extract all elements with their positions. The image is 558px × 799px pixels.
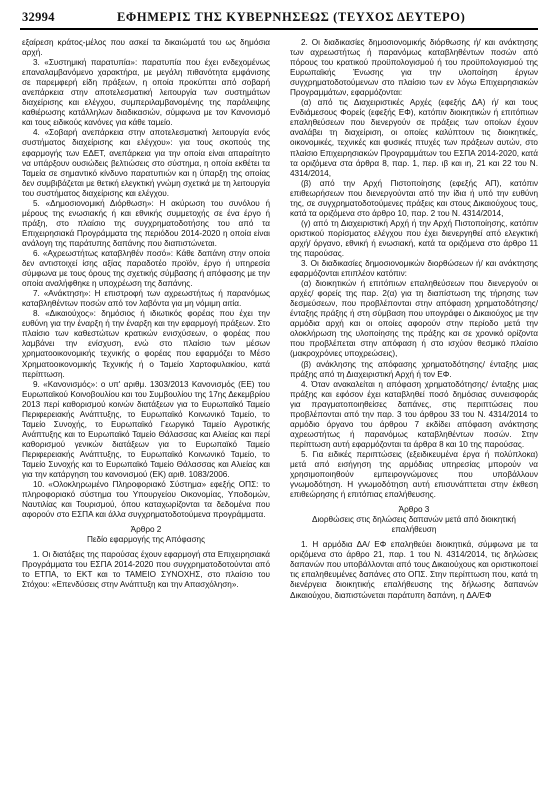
article-3-title: Άρθρο 3 xyxy=(398,505,430,515)
paragraph: (β) από την Αρχή Πιστοποίησης (εφεξής ΑΠ), κατόπιν επιθεωρήσεων που διενεργούνται από την ίδια ή υπό την ευθύνη της, σε συγχρηματοδοτούμενες πράξεις και στους Δικαιούχους τους, κατά τα οριζόμενα στο άρθρο 10, παρ. 2 του Ν. 4314/2014, xyxy=(290,178,538,218)
paragraph: 9. «Κανονισμός»: ο υπ' αριθμ. 1303/2013 Κανονισμός (ΕΕ) του Ευρωπαϊκού Κοινοβουλίου και του Συμβουλίου της 17ης Δεκεμβρίου 2013 περί καθορισμού κοινών διατάξεων για το Ευρωπαϊκό Ταμείο Περιφερειακής Ανάπτυξης, το Ευρωπαϊκό Κοινωνικό Ταμείο, το Ταμείο Συνοχής, το Ευρωπαϊκό Γεωργικό Ταμείο Αγροτικής Ανάπτυξης και το Ευρωπαϊκό Ταμείο Θάλασσας και Αλιείας και περί καθορισμού γενικών διατάξεων για το Ευρωπαϊκό Ταμείο Περιφερειακής Ανάπτυξης, το Ευρωπαϊκό Κοινωνικό Ταμείο, το Ταμείο Συνοχής και το Ευρωπαϊκό Ταμείο Θάλασσας και Αλιείας και για την κατάργηση του κανονισμού (ΕΚ) αριθ. 1083/2006. xyxy=(22,379,270,480)
paragraph: 2. Οι διαδικασίες δημοσιονομικής διόρθωσης ή/ και ανάκτησης των αχρεωστήτως ή παρανόμως καταβληθέντων ποσών από πόρους του κρατικού προϋπολογισμού ή του προϋπολογισμού της Ευρωπαϊκής Ένωσης για την υλοποίηση έργων συγχρηματοδοτούμενων στο πλαίσιο των εν λόγω Επιχειρησιακών Προγραμμάτων, εφαρμόζονται: xyxy=(290,38,538,98)
paragraph: (β) ανάκλησης της απόφασης χρηματοδότησης/ ένταξης μιας πράξης από τη Διαχειριστική Αρχή ή τον ΕΦ. xyxy=(290,359,538,379)
paragraph: (α) από τις Διαχειριστικές Αρχές (εφεξής ΔΑ) ή/ και τους Ενδιάμεσους Φορείς (εφεξής ΕΦ), κατόπιν διοικητικών ή επιτόπιων επαληθεύσεων που διενεργούν σε πράξεις των οποίων έχουν αναλάβει τη διαχείριση, οι οποίες καλύπτουν τις διοικητικές, οικονομικές, τεχνικές και φυσικές πτυχές των πράξεων αυτών, στο πλαίσιο Επιχειρησιακών Προγραμμάτων του ΕΣΠΑ 2014-2020, κατά τα οριζόμενα στα άρθρα 8, παρ. 1, περ. ιβ και ιη, 21 και 22 του Ν. 4314/2014, xyxy=(290,98,538,178)
article-3-subtitle: Διορθώσεις στις δηλώσεις δαπανών μετά από διοικητική επαλήθευση xyxy=(312,515,516,535)
paragraph: 1. Οι διατάξεις της παρούσας έχουν εφαρμογή στα Επιχειρησιακά Προγράμματα του ΕΣΠΑ 2014-2020 που συγχρηματοδοτούνται από το ΕΤΠΑ, το ΕΚΤ και το ΤΑΜΕΙΟ ΣΥΝΟΧΗΣ, στο πλαίσιο του Στόχου: «Επενδύσεις στην Ανάπτυξη και την Απασχόληση». xyxy=(22,550,270,590)
paragraph: 5. Για ειδικές περιπτώσεις (εξειδικευμένα έργα ή πολύπλοκα) μετά από εισήγηση της αρμόδιας υπηρεσίας μπορούν να χρησιμοποιηθούν εμπειρογνώμονες που υποβάλλουν γνωμοδότηση. Η γνωμοδότηση αυτή επισυνάπτεται στην έκθεση επιθεώρησης ή επιτόπιας επαλήθευσης. xyxy=(290,449,538,500)
paragraph: 1. Η αρμόδια ΔΑ/ ΕΦ επαληθεύει διοικητικά, σύμφωνα με τα οριζόμενα στο άρθρο 21, παρ. 1 του Ν. 4314/2014, τις δηλώσεις δαπανών που υποβάλλονται από τους Δικαιούχους και οριστικοποιεί τις επαληθευμένες δαπάνες στο ΟΠΣ. Στην περίπτωση που, κατά τη διενέργεια διοικητικής επαλήθευσης της δήλωσης δαπανών Δικαιούχου, διαπιστώνεται παράτυπη δαπάνη, η ΔΑ/ΕΦ xyxy=(290,540,538,600)
paragraph: 3. «Συστημική παρατυπία»: παρατυπία που έχει ενδεχομένως επαναλαμβανόμενο χαρακτήρα, με μεγάλη πιθανότητα εμφάνισης σε παρεμφερή είδη πράξεων, η οποία προκύπτει από σοβαρή ανεπάρκεια στην αποτελεσματική λειτουργία των συστημάτων διαχείρισης και ελέγχου, συμπεριλαμβανομένης της παράλειψης καθιέρωσης κατάλληλων διαδικασιών, σύμφωνα με τον Κανονισμό και τους ειδικούς κανόνες για κάθε ταμείο. xyxy=(22,58,270,128)
gazette-title: ΕΦΗΜΕΡΙΣ ΤΗΣ ΚΥΒΕΡΝΗΣΕΩΣ (ΤΕΥΧΟΣ ΔΕΥΤΕΡΟ) xyxy=(117,10,466,24)
paragraph: 4. «Σοβαρή ανεπάρκεια στην αποτελεσματική λειτουργία ενός συστήματος διαχείρισης και ελέγχου»: για τους σκοπούς της εφαρμογής των ΕΔΕΤ, ανεπάρκεια για την οποία είναι απαραίτητο να υπάρξουν ουσιώδεις βελτιώσεις στο σύστημα, η οποία εκθέτει τα Ταμεία σε σημαντικό κίνδυνο παρατυπιών και η ύπαρξη της οποίας δεν συμβιβάζεται με θετική ελεγκτική γνώμη σχετικά με τη λειτουργία του συστήματος διαχείρισης και ελέγχου. xyxy=(22,128,270,198)
right-column xyxy=(290,38,538,601)
header-rule xyxy=(20,28,538,30)
left-column xyxy=(22,38,270,591)
paragraph: (α) διοικητικών ή επιτόπιων επαληθεύσεων που διενεργούν οι αρχές/ φορείς της παρ. 2(α) για τη διαπίστωση της τήρησης των δεσμεύσεων, που προβλέπονται στην απόφαση χρηματοδότησης/ ένταξης πράξης ή στη σύμβαση που υπογράφει ο Δικαιούχος με την αρμόδια αρχή και οι οποίες αφορούν στην περίοδο μετά την ολοκλήρωση της υλοποίησης της πράξης και σε χρονικό ορίζοντα που προβλέπεται στην απόφαση ή στο ισχύον θεσμικό πλαίσιο (μακροχρόνιες υποχρεώσεις), xyxy=(290,279,538,359)
paragraph: (γ) από τη Διαχειριστική Αρχή ή την Αρχή Πιστοποίησης, κατόπιν οριστικού πορίσματος ελέγχου που έχει διενεργηθεί από ελεγκτική αρχή/ όργανο, εθνική ή ενωσιακή, κατά τα οριζόμενα στο άρθρο 11 της παρούσας. xyxy=(290,218,538,258)
paragraph: 5. «Δημοσιονομική Διόρθωση»: Η ακύρωση του συνόλου ή μέρους της ενωσιακής ή και εθνικής συμμετοχής σε ένα έργο ή πράξη, στο πλαίσιο της συγχρηματοδοτήσης του από τα Επιχειρησιακά Προγράμματα της περιόδου 2014-2020 η οποία είναι ανάλογη της παράτυπης δαπάνης που διαπιστώνεται. xyxy=(22,198,270,248)
page-header xyxy=(22,10,538,28)
article-2-title: Άρθρο 2 xyxy=(130,525,162,535)
page-number: 32994 xyxy=(22,10,55,24)
paragraph: 3. Οι διαδικασίες δημοσιονομικών διορθώσεων ή/ και ανάκτησης εφαρμόζονται επιπλέον κατόπιν: xyxy=(290,259,538,279)
paragraph: εξαίρεση κράτος-μέλος που ασκεί τα δικαιώματά του ως δημόσια αρχή. xyxy=(22,38,270,58)
article-2-subtitle: Πεδίο εφαρμογής της Απόφασης xyxy=(86,535,206,545)
paragraph: 4. Όταν ανακαλείται η απόφαση χρηματοδότησης/ ένταξης μιας πράξης και εφόσον έχει καταβληθεί ποσό δημόσιας συνεισφοράς για πραγματοποιηθείσες δαπάνες, στις περιπτώσεις που προβλέπονται από την παρ. 3 του άρθρου 33 του Ν. 4314/2014 το αρμόδιο όργανο του άρθρου 7 εκδίδει απόφαση ανάκτησης αχρεωστήτως ή παρανόμως καταβληθέντων ποσών. Στην περίπτωση αυτή εφαρμόζονται τα άρθρα 8 και 10 της παρούσας. xyxy=(290,379,538,449)
paragraph: 10. «Ολοκληρωμένο Πληροφοριακό Σύστημα» εφεξής ΟΠΣ: το πληροφοριακό σύστημα του Υπουργείου Οικονομίας, Υποδομών, Ναυτιλίας και Τουρισμού, όπου καταχωρίζονται τα δεδομένα που αφορούν στο ΕΣΠΑ και άλλα συγχρηματοδοτούμενα προγράμματα. xyxy=(22,480,270,520)
paragraph: 8. «Δικαιούχος»: δημόσιος ή ιδιωτικός φορέας που έχει την ευθύνη για την έναρξη ή την έναρξη και την εφαρμογή πράξεων. Στο πλαίσιο των καθεστώτων κρατικών ενισχύσεων, ο φορέας που λαμβάνει την ενίσχυση, ενώ στο πλαίσιο των μέσων χρηματοοικονομικής τεχνικής ο φορέας που εφαρμόζει το Μέσο Χρηματοοικονομικής Τεχνικής ή ο Ταμείο Χαρτοφυλακίου, κατά περίπτωση. xyxy=(22,309,270,379)
paragraph: 6. «Αχρεωστήτως καταβληθέν ποσό»: Κάθε δαπάνη στην οποία δεν αντιστοιχεί ίσης αξίας παραδοτέο προϊόν, έργο ή υπηρεσία σύμφωνα με τους όρους της σχετικής σύμβασης ή απόφασης με την οποία αναλήφθηκε η υποχρέωση της δαπάνης. xyxy=(22,248,270,289)
paragraph: 7. «Ανάκτηση»: Η επιστροφή των αχρεωστήτως ή παρανόμως καταβληθέντων ποσών από τον λαβόντα για μη νόμιμη αιτία. xyxy=(22,289,270,309)
